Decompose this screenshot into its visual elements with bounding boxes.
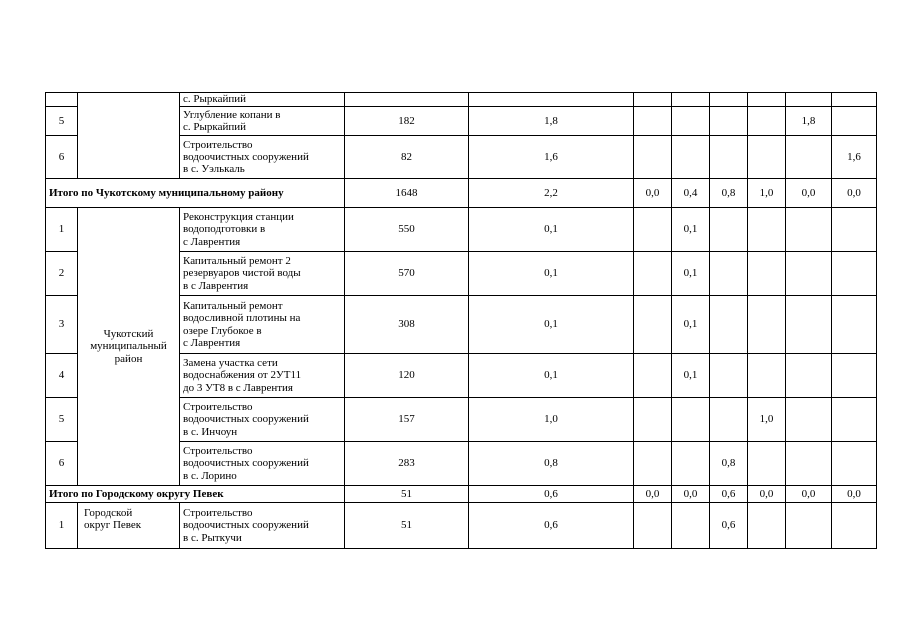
year-value-cell: [634, 398, 672, 442]
total-row: [46, 486, 877, 503]
year-value-cell: [672, 107, 710, 136]
table-row: [46, 503, 877, 549]
year-value-cell: 0,0: [634, 179, 672, 208]
year-value-cell: [748, 354, 786, 398]
total-cost-cell: 550: [345, 208, 469, 252]
row-number-cell: 6: [46, 442, 78, 486]
year-value-cell: 0,1: [672, 296, 710, 354]
year-value-cell: [710, 136, 748, 179]
year-value-cell: 0,6: [710, 503, 748, 549]
total-cost-cell: 82: [345, 136, 469, 179]
year-value-cell: 0,6: [710, 486, 748, 503]
year-value-cell: [748, 296, 786, 354]
year-value-cell: 0,0: [672, 486, 710, 503]
year-value-cell: [710, 252, 748, 296]
year-value-cell: 0,1: [672, 354, 710, 398]
value-cell: 1,0: [469, 398, 634, 442]
year-value-cell: [710, 354, 748, 398]
year-value-cell: [832, 398, 877, 442]
row-number-cell: 6: [46, 136, 78, 179]
object-name-cell: с. Рыркайпий: [180, 93, 345, 107]
data-table: [45, 92, 877, 549]
year-value-cell: [748, 107, 786, 136]
row-number-cell: 5: [46, 107, 78, 136]
row-number-cell: 5: [46, 398, 78, 442]
value-cell: 0,6: [469, 503, 634, 549]
total-cost-cell: 51: [345, 486, 469, 503]
year-value-cell: [786, 136, 832, 179]
year-value-cell: 1,0: [748, 179, 786, 208]
total-cost-cell: 283: [345, 442, 469, 486]
year-value-cell: 0,8: [710, 179, 748, 208]
object-name-cell: Замена участка сети водоснабжения от 2УТ11 до 3 УТ8 в с Лаврентия: [180, 354, 345, 398]
year-value-cell: [634, 208, 672, 252]
region-cell: [78, 93, 180, 179]
year-value-cell: [634, 296, 672, 354]
year-value-cell: 0,0: [748, 486, 786, 503]
year-value-cell: [748, 136, 786, 179]
total-label-cell: Итого по Городскому округу Певек: [46, 486, 345, 503]
year-value-cell: [748, 503, 786, 549]
year-value-cell: [634, 107, 672, 136]
year-value-cell: 0,1: [672, 208, 710, 252]
year-value-cell: [786, 442, 832, 486]
year-value-cell: [710, 296, 748, 354]
year-value-cell: [634, 442, 672, 486]
object-name-cell: Строительство водоочистных сооружений в с. Уэлькаль: [180, 136, 345, 179]
value-cell: 0,1: [469, 208, 634, 252]
total-cost-cell: 157: [345, 398, 469, 442]
total-row: [46, 179, 877, 208]
value-cell: [469, 93, 634, 107]
total-cost-cell: 308: [345, 296, 469, 354]
total-cost-cell: 120: [345, 354, 469, 398]
value-cell: [748, 93, 786, 107]
object-name-cell: Углубление копани в с. Рыркайпий: [180, 107, 345, 136]
value-cell: [786, 93, 832, 107]
year-value-cell: [832, 442, 877, 486]
region-cell: Чукотский муниципальный район: [78, 208, 180, 486]
total-label-cell: Итого по Чукотскому муниципальному району: [46, 179, 345, 208]
year-value-cell: [672, 136, 710, 179]
year-value-cell: 1,6: [832, 136, 877, 179]
total-cost-cell: 1648: [345, 179, 469, 208]
region-cell: Городской округ Певек: [78, 503, 180, 549]
value-cell: [634, 93, 672, 107]
year-value-cell: [832, 107, 877, 136]
year-value-cell: [748, 252, 786, 296]
value-cell: [345, 93, 469, 107]
row-number-cell: 4: [46, 354, 78, 398]
object-name-cell: Капитальный ремонт водосливной плотины на озере Глубокое в с Лаврентия: [180, 296, 345, 354]
year-value-cell: [672, 398, 710, 442]
year-value-cell: 0,0: [832, 179, 877, 208]
object-name-cell: Капитальный ремонт 2 резервуаров чистой воды в с Лаврентия: [180, 252, 345, 296]
value-cell: 1,6: [469, 136, 634, 179]
value-cell: 0,1: [469, 252, 634, 296]
value-cell: 1,8: [469, 107, 634, 136]
value-cell: 2,2: [469, 179, 634, 208]
year-value-cell: 1,0: [748, 398, 786, 442]
year-value-cell: 0,4: [672, 179, 710, 208]
object-name-cell: Строительство водоочистных сооружений в с. Рыткучи: [180, 503, 345, 549]
year-value-cell: [748, 442, 786, 486]
object-name-cell: Строительство водоочистных сооружений в с. Инчоун: [180, 398, 345, 442]
year-value-cell: 0,0: [786, 179, 832, 208]
value-cell: 0,8: [469, 442, 634, 486]
year-value-cell: [832, 296, 877, 354]
table-row: [46, 208, 877, 252]
year-value-cell: [748, 208, 786, 252]
year-value-cell: [634, 354, 672, 398]
year-value-cell: [786, 398, 832, 442]
year-value-cell: [832, 503, 877, 549]
value-cell: 0,1: [469, 354, 634, 398]
object-name-cell: Реконструкция станции водоподготовки в с Лаврентия: [180, 208, 345, 252]
year-value-cell: [710, 398, 748, 442]
row-number-cell: 1: [46, 208, 78, 252]
total-cost-cell: 570: [345, 252, 469, 296]
year-value-cell: [634, 503, 672, 549]
value-cell: [710, 93, 748, 107]
year-value-cell: [672, 503, 710, 549]
value-cell: 0,1: [469, 296, 634, 354]
table-body: [46, 93, 877, 549]
year-value-cell: 0,0: [832, 486, 877, 503]
year-value-cell: [786, 354, 832, 398]
row-number-cell: 3: [46, 296, 78, 354]
table-row: [46, 93, 877, 107]
year-value-cell: [786, 503, 832, 549]
value-cell: [672, 93, 710, 107]
total-cost-cell: 182: [345, 107, 469, 136]
value-cell: [832, 93, 877, 107]
row-number-cell: 2: [46, 252, 78, 296]
year-value-cell: [634, 136, 672, 179]
year-value-cell: [710, 208, 748, 252]
row-number-cell: [46, 93, 78, 107]
year-value-cell: 0,1: [672, 252, 710, 296]
year-value-cell: [832, 208, 877, 252]
year-value-cell: [634, 252, 672, 296]
year-value-cell: 0,8: [710, 442, 748, 486]
year-value-cell: [832, 354, 877, 398]
year-value-cell: 0,0: [786, 486, 832, 503]
year-value-cell: [672, 442, 710, 486]
year-value-cell: [786, 208, 832, 252]
row-number-cell: 1: [46, 503, 78, 549]
year-value-cell: [710, 107, 748, 136]
object-name-cell: Строительство водоочистных сооружений в с. Лорино: [180, 442, 345, 486]
total-cost-cell: 51: [345, 503, 469, 549]
year-value-cell: [832, 252, 877, 296]
value-cell: 0,6: [469, 486, 634, 503]
year-value-cell: 0,0: [634, 486, 672, 503]
year-value-cell: [786, 252, 832, 296]
year-value-cell: [786, 296, 832, 354]
year-value-cell: 1,8: [786, 107, 832, 136]
